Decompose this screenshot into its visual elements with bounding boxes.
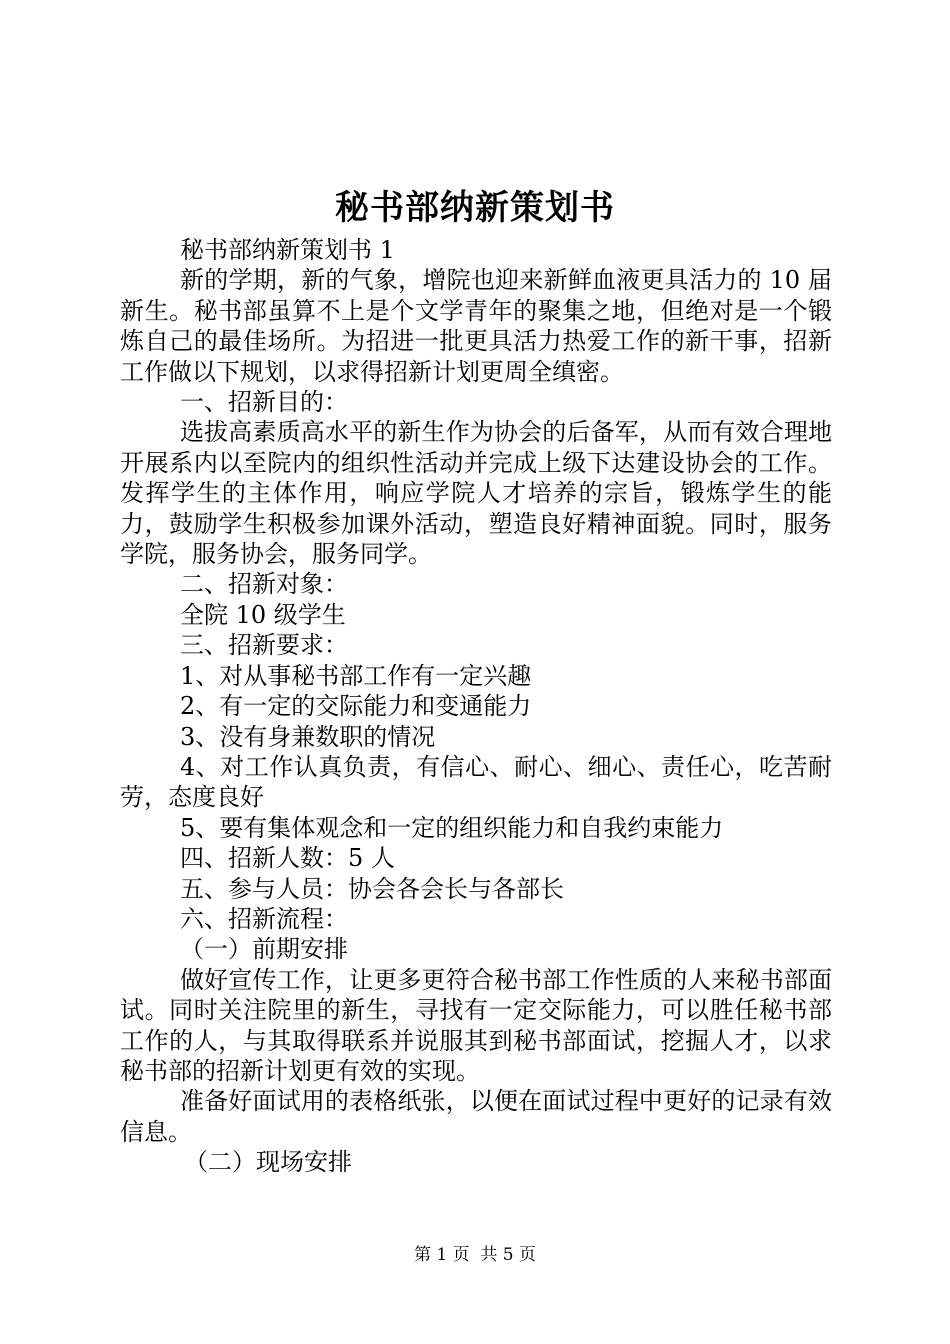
list-item: 5、要有集体观念和一定的组织能力和自我约束能力 — [180, 813, 724, 842]
list-item: 4、对工作认真负责，有信心、耐心、细心、责任心，吃苦耐劳，态度良好 — [120, 752, 832, 812]
paragraph: 新的学期，新的气象，增院也迎来新鲜血液更具活力的 10 届新生。秘书部虽算不上是个文学青年的聚集之地，但绝对是一个锻炼自己的最佳场所。为招进一批更具活力热爱工作的新干事，招新工作做以下规划，以求得招新计划更周全缜密。 — [120, 266, 832, 386]
paragraph: 秘书部纳新策划书 1 — [180, 236, 395, 264]
paragraph: 做好宣传工作，让更多更符合秘书部工作性质的人来秘书部面试。同时关注院里的新生，寻找有一定交际能力，可以胜任秘书部工作的人，与其取得联系并说服其到秘书部面试，挖掘人才，以求秘书部的招新计划更有效的实现。 — [120, 965, 832, 1085]
document-title: 秘书部纳新策划书 — [335, 188, 615, 228]
paragraph: 选拔高素质高水平的新生作为协会的后备军，从而有效合理地开展系内以至院内的组织性活动并完成上级下达建设协会的工作。发挥学生的主体作用，响应学院人才培养的宗旨，锻炼学生的能力，鼓励学生积极参加课外活动，塑造良好精神面貌。同时，服务学院，服务协会，服务同学。 — [120, 418, 832, 569]
section-heading: 三、招新要求： — [180, 631, 348, 660]
section-heading: 一、招新目的： — [180, 388, 348, 417]
subsection-heading: （二）现场安排 — [184, 1148, 352, 1177]
list-item: 3、没有身兼数职的情况 — [180, 722, 436, 751]
page-footer: 第 1 页 共 5 页 — [413, 1245, 537, 1265]
subsection-heading: （一）前期安排 — [180, 935, 348, 964]
section-heading: 六、招新流程： — [180, 904, 348, 933]
paragraph: 全院 10 级学生 — [180, 600, 346, 629]
section-heading: 二、招新对象： — [180, 570, 348, 599]
section-heading: 五、参与人员：协会各会长与各部长 — [180, 874, 564, 903]
list-item: 2、有一定的交际能力和变通能力 — [180, 692, 532, 721]
paragraph: 准备好面试用的表格纸张，以便在面试过程中更好的记录有效信息。 — [120, 1087, 832, 1146]
document-body — [120, 235, 832, 1178]
list-item: 1、对从事秘书部工作有一定兴趣 — [180, 661, 532, 690]
section-heading: 四、招新人数：5 人 — [180, 844, 395, 873]
